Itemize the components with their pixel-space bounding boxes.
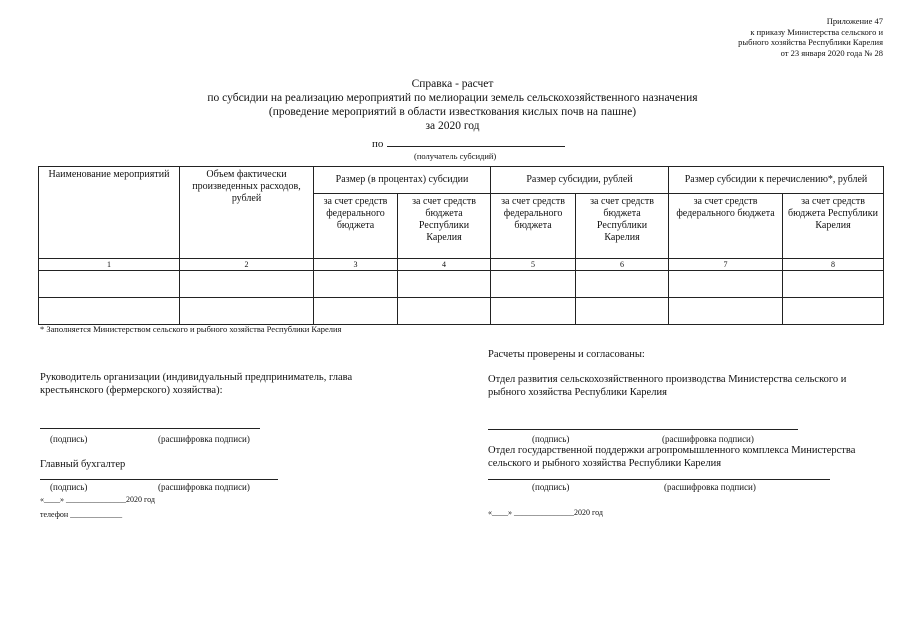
sub-header-regional: за счет средств бюджета Республики Карелия	[783, 194, 884, 259]
column-number: 6	[576, 259, 669, 271]
title-line: по субсидии на реализацию мероприятий по мелиорации земель сельскохозяйственного назначения	[207, 92, 698, 104]
column-number: 8	[783, 259, 884, 271]
table-cell[interactable]	[314, 271, 398, 298]
group-header-transfer: Размер субсидии к перечислению*, рублей	[669, 167, 884, 194]
subsidy-table	[38, 166, 884, 325]
group-header-amount: Размер субсидии, рублей	[491, 167, 669, 194]
sign-caption: (подпись)	[50, 482, 88, 492]
table-cell[interactable]	[39, 298, 180, 325]
recipient-line	[372, 137, 565, 150]
decode-caption: (расшифровка подписи)	[158, 434, 250, 444]
table-cell[interactable]	[669, 271, 783, 298]
sub-header-regional: за счет средств бюджета Республики Карелия	[398, 194, 491, 259]
column-number: 3	[314, 259, 398, 271]
sign-caption: (подпись)	[532, 434, 570, 444]
table-row[interactable]	[39, 271, 884, 298]
dept1-line: рыбного хозяйства Республики Карелия	[488, 387, 667, 398]
table-row[interactable]	[39, 298, 884, 325]
appendix-line: от 23 января 2020 года № 28	[780, 47, 883, 58]
table-cell[interactable]	[398, 271, 491, 298]
date-field[interactable]: «____» _______________2020 год	[488, 508, 603, 517]
document-title	[0, 77, 905, 133]
column-number: 5	[491, 259, 576, 271]
table-cell[interactable]	[398, 298, 491, 325]
signature-line[interactable]	[488, 479, 830, 480]
table-cell[interactable]	[39, 271, 180, 298]
sign-caption: (подпись)	[532, 482, 570, 492]
appendix-line: рыбного хозяйства Республики Карелия	[738, 37, 883, 47]
dept2-label	[488, 444, 855, 470]
appendix-header	[738, 16, 883, 58]
appendix-line: к приказу Министерства сельского и	[750, 26, 883, 37]
table-cell[interactable]	[576, 298, 669, 325]
title-line: Справка - расчет	[411, 78, 494, 90]
appendix-line: Приложение 47	[826, 16, 883, 26]
accountant-label: Главный бухгалтер	[40, 459, 126, 470]
head-label-line: Руководитель организации (индивидуальный предприниматель, глава	[40, 372, 353, 383]
date-field[interactable]: «____» _______________2020 год	[40, 495, 155, 504]
table-cell[interactable]	[180, 298, 314, 325]
sub-header-regional: за счет средств бюджета Республики Карелия	[576, 194, 669, 259]
decode-caption: (расшифровка подписи)	[664, 482, 756, 492]
head-label-line: крестьянского (фермерского) хозяйства):	[40, 385, 223, 396]
table-cell[interactable]	[314, 298, 398, 325]
table-cell[interactable]	[491, 271, 576, 298]
phone-field[interactable]: телефон _____________	[40, 510, 123, 519]
signature-line[interactable]	[488, 429, 798, 430]
sub-header-federal: за счет средств федерального бюджета	[491, 194, 576, 259]
table-cell[interactable]	[783, 298, 884, 325]
decode-caption: (расшифровка подписи)	[158, 482, 250, 492]
table-cell[interactable]	[669, 298, 783, 325]
sub-header-federal: за счет средств федерального бюджета	[314, 194, 398, 259]
col-header-expenses: Объем фактически произведенных расходов, рублей	[180, 167, 314, 259]
dept1-label	[488, 373, 846, 399]
decode-caption: (расшифровка подписи)	[662, 434, 754, 444]
checked-label: Расчеты проверены и согласованы:	[488, 349, 645, 360]
title-line: за 2020 год	[425, 120, 480, 132]
table-cell[interactable]	[783, 271, 884, 298]
dept2-line: сельского и рыбного хозяйства Республики Карелия	[488, 458, 722, 469]
signature-line[interactable]	[40, 428, 260, 429]
dept2-line: Отдел государственной поддержки агропромышленного комплекса Министерства	[488, 445, 856, 456]
column-number: 2	[180, 259, 314, 271]
signature-line[interactable]	[40, 479, 278, 480]
table-cell[interactable]	[491, 298, 576, 325]
group-header-percent: Размер (в процентах) субсидии	[314, 167, 491, 194]
recipient-caption: (получатель субсидий)	[414, 151, 497, 161]
title-line: (проведение мероприятий в области известкования кислых почв на пашне)	[268, 106, 637, 118]
sign-caption: (подпись)	[50, 434, 88, 444]
column-number: 7	[669, 259, 783, 271]
recipient-prefix: по	[372, 138, 384, 150]
sub-header-federal: за счет средств федерального бюджета	[669, 194, 783, 259]
table-cell[interactable]	[180, 271, 314, 298]
col-header-name: Наименование мероприятий	[39, 167, 180, 259]
dept1-line: Отдел развития сельскохозяйственного производства Министерства сельского и	[488, 374, 847, 385]
footnote: * Заполняется Министерством сельского и рыбного хозяйства Республики Карелия	[40, 324, 342, 334]
head-label	[40, 371, 352, 397]
column-number: 4	[398, 259, 491, 271]
column-number: 1	[39, 259, 180, 271]
column-number-row	[39, 259, 884, 271]
recipient-field[interactable]	[387, 137, 565, 147]
table-cell[interactable]	[576, 271, 669, 298]
